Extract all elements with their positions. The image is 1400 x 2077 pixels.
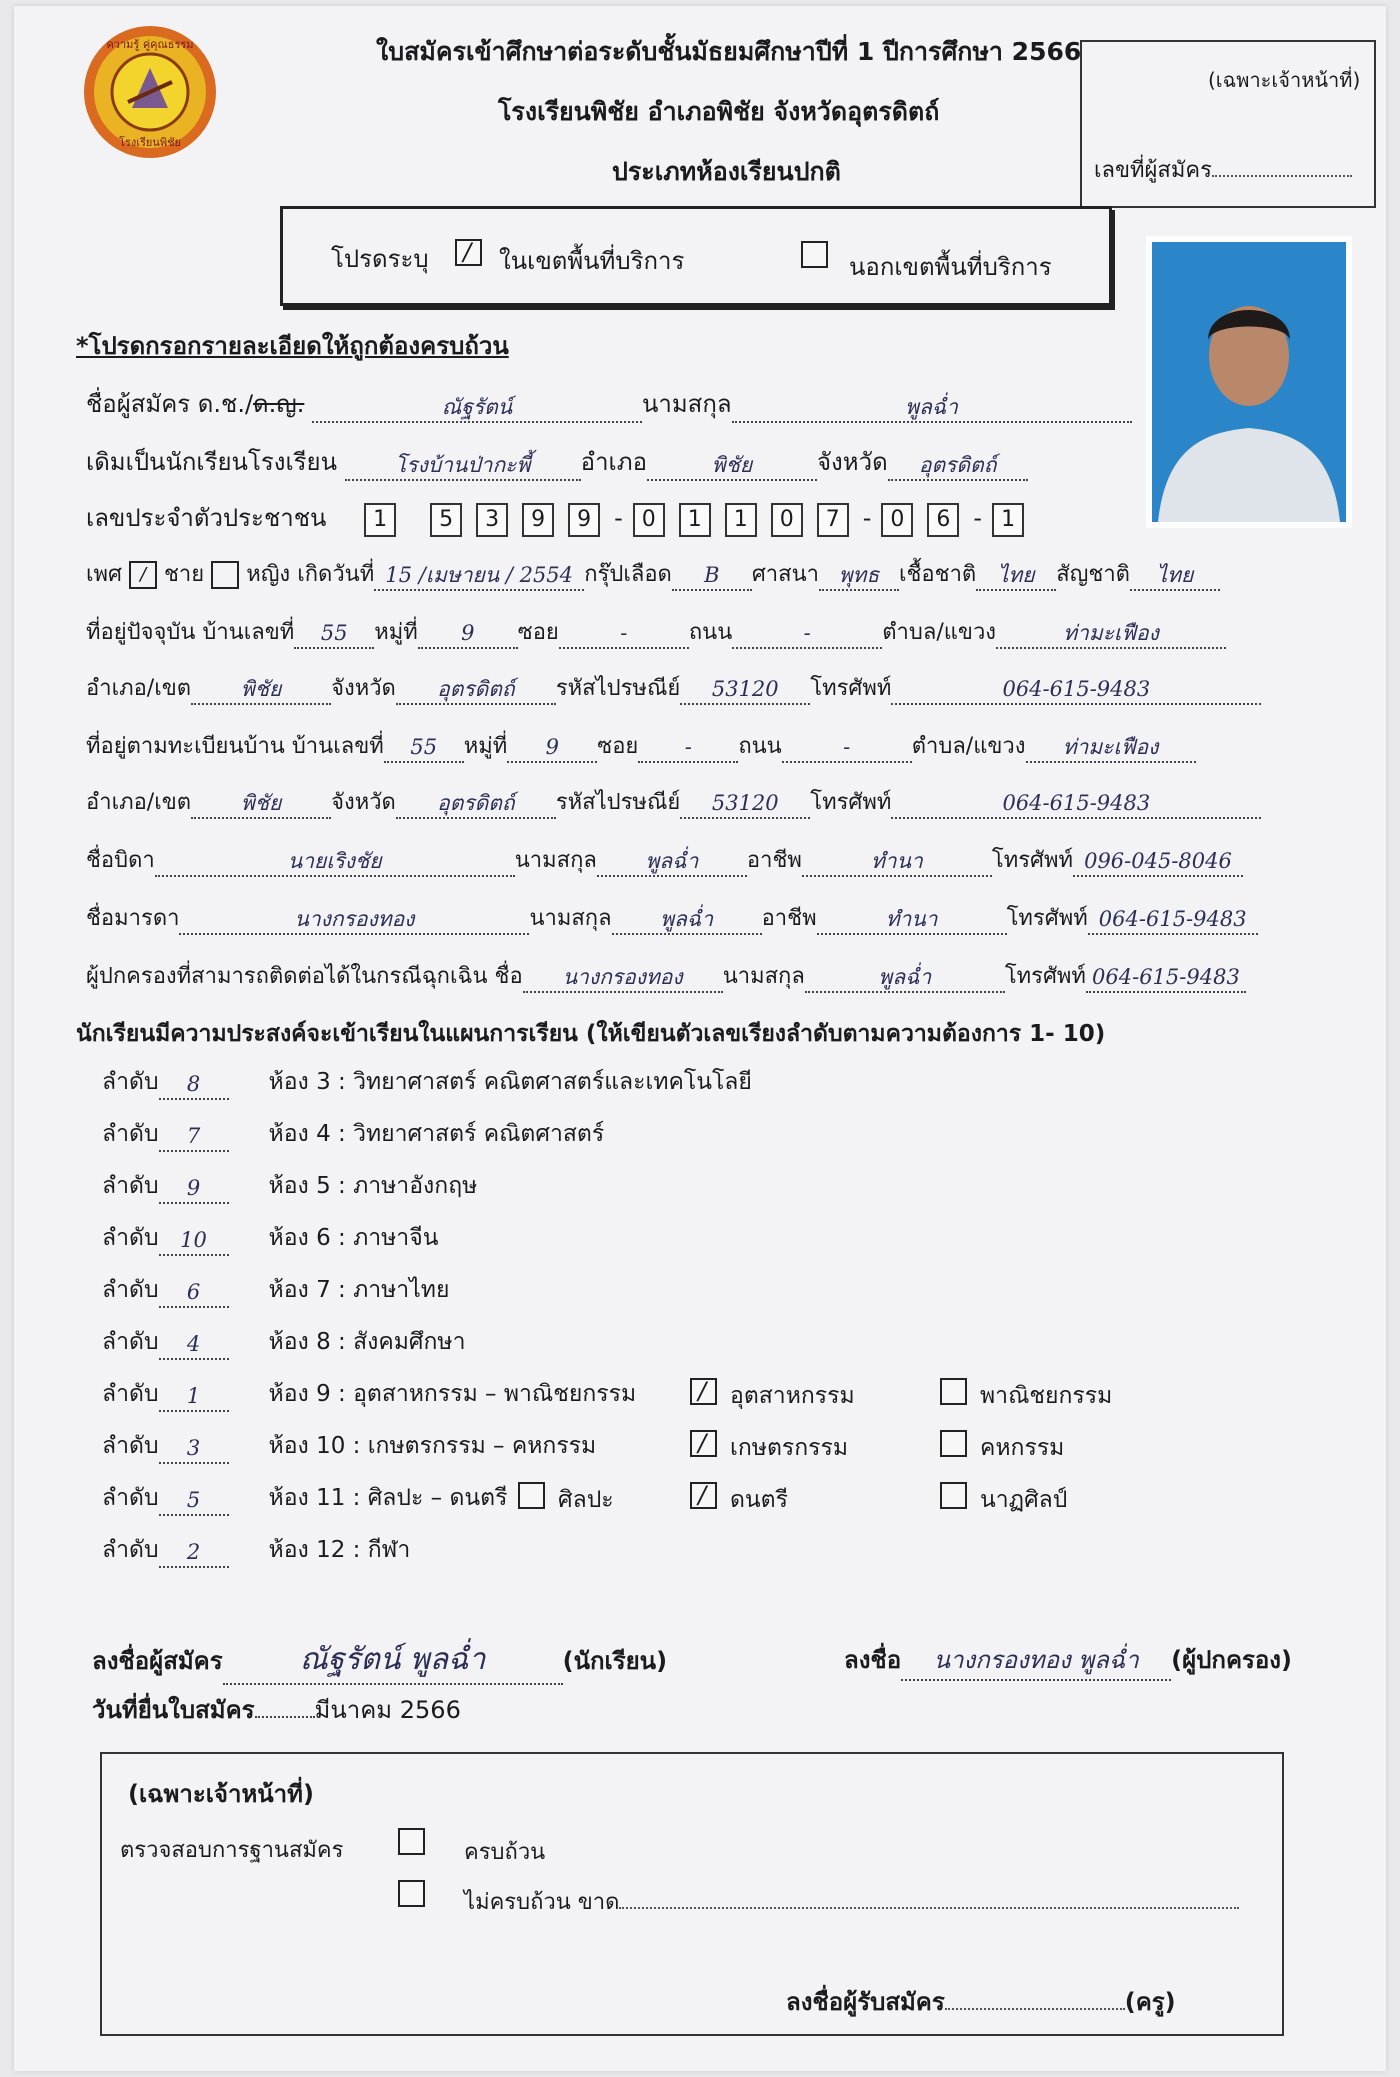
plan-row: ลำดับ 9 ห้อง 5 : ภาษาอังกฤษ <box>102 1168 477 1204</box>
applicant-row: ชื่อผู้สมัคร ด.ช./ด.ญ. ณัฐรัตน์ นามสกุล พูลฉ่ำ <box>86 384 1132 423</box>
id-separator: - <box>973 504 983 532</box>
plan-room: ห้อง 8 : สังคมศึกษา <box>268 1329 466 1355</box>
plans-heading: นักเรียนมีความประสงค์จะเข้าเรียนในแผนการเรียน (ให้เขียนตัวเลขเรียงลำดับตามความต้องการ 1- 10) <box>76 1021 1106 1047</box>
former-school-row: เดิมเป็นนักเรียนโรงเรียน โรงบ้านป่ากะพี้ อำเภอ พิชัย จังหวัด อุตรดิตถ์ <box>86 442 1028 481</box>
reg-soi[interactable]: - <box>638 733 738 763</box>
plan-option-b-checkbox[interactable] <box>940 1430 967 1457</box>
reg-house-no[interactable]: 55 <box>384 733 464 763</box>
id-digit-box[interactable]: 1 <box>725 503 757 537</box>
area-prompt: โปรดระบุ <box>331 245 429 273</box>
blood-type[interactable]: B <box>672 561 752 591</box>
form-title: ใบสมัครเข้าศึกษาต่อระดับชั้นมัธยมศึกษาปีที่ 1 ปีการศึกษา 2566 <box>376 37 1082 66</box>
id-digit-box[interactable]: 1 <box>992 503 1024 537</box>
submit-date-row: วันที่ยื่นใบสมัคร มีนาคม 2566 <box>92 1696 461 1724</box>
plan-option-a-checkbox[interactable] <box>690 1430 717 1457</box>
plan-rank[interactable]: 6 <box>159 1278 229 1308</box>
race[interactable]: ไทย <box>976 561 1056 591</box>
plan-option-b-label: พาณิชยกรรม <box>980 1383 1113 1409</box>
plan-option-a-label: อุตสาหกรรม <box>730 1383 855 1409</box>
area-box <box>280 206 1112 306</box>
current-address-row1: ที่อยู่ปัจจุบัน บ้านเลขที่ 55 หมู่ที่ 9 ซอย - ถนน - ตำบล/แขวง ท่ามะเฟือง <box>86 614 1226 649</box>
plan-room: ห้อง 4 : วิทยาศาสตร์ คณิตศาสตร์ <box>268 1121 605 1147</box>
plan-row: ลำดับ 2 ห้อง 12 : กีฬา <box>102 1532 410 1568</box>
mother-occupation[interactable]: ทำนา <box>817 905 1007 935</box>
plan-row: ลำดับ 10 ห้อง 6 : ภาษาจีน <box>102 1220 438 1256</box>
id-digit-box[interactable]: 9 <box>568 503 600 537</box>
guardian-name[interactable]: นางกรองทอง <box>523 963 723 993</box>
id-card-row: เลขประจำตัวประชาชน 1 5 3 9 9 - 0 1 1 0 7 - 0 6 - 1 <box>86 498 1038 537</box>
current-phone[interactable]: 064-615-9483 <box>891 675 1261 705</box>
guardian-phone[interactable]: 064-615-9483 <box>1086 963 1246 993</box>
plan-rank[interactable]: 5 <box>159 1486 229 1516</box>
complete-label: ครบถ้วน <box>464 1840 546 1865</box>
out-zone-label: นอกเขตพื้นที่บริการ <box>849 253 1052 281</box>
plan-room: ห้อง 12 : กีฬา <box>268 1537 411 1563</box>
religion[interactable]: พุทธ <box>819 561 899 591</box>
staff-check-label: ตรวจสอบการฐานสมัคร <box>120 1838 344 1863</box>
current-district[interactable]: พิชัย <box>191 675 331 705</box>
id-digit-box[interactable]: 6 <box>927 503 959 537</box>
plan-row: ลำดับ 8 ห้อง 3 : วิทยาศาสตร์ คณิตศาสตร์และเทคโนโลยี <box>102 1064 752 1100</box>
plan-row: ลำดับ 5 ห้อง 11 : ศิลปะ – ดนตรี <box>102 1480 507 1516</box>
plan-room: ห้อง 6 : ภาษาจีน <box>268 1225 439 1251</box>
id-card-boxes[interactable] <box>364 504 1038 532</box>
reg-subdistrict[interactable]: ท่ามะเฟือง <box>1026 733 1196 763</box>
former-province[interactable]: อุตรดิตถ์ <box>888 451 1028 481</box>
registered-address-row2: อำเภอ/เขต พิชัย จังหวัด อุตรดิตถ์ รหัสไปรษณีย์ 53120 โทรศัพท์ 064-615-9483 <box>86 784 1261 819</box>
plan-row: ลำดับ 4 ห้อง 8 : สังคมศึกษา <box>102 1324 465 1360</box>
plan-rank[interactable]: 3 <box>159 1434 229 1464</box>
reg-province[interactable]: อุตรดิตถ์ <box>396 789 556 819</box>
applicant-no-label: เลขที่ผู้สมัคร <box>1094 152 1352 187</box>
plan-rank[interactable]: 8 <box>159 1070 229 1100</box>
id-digit-box[interactable]: 0 <box>633 503 665 537</box>
plan-row: ลำดับ 6 ห้อง 7 : ภาษาไทย <box>102 1272 449 1308</box>
id-digit-box[interactable]: 5 <box>430 503 462 537</box>
application-form <box>14 6 1386 2071</box>
current-road[interactable]: - <box>732 619 882 649</box>
seal-top-text: ความรู้ คู่คุณธรรม <box>106 38 194 51</box>
room-type: ประเภทห้องเรียนปกติ <box>612 157 841 186</box>
plan-room: ห้อง 3 : วิทยาศาสตร์ คณิตศาสตร์และเทคโนโลยี <box>268 1069 752 1095</box>
female-checkbox[interactable] <box>211 561 239 589</box>
applicant-signature[interactable]: ณัฐรัตน์ พูลฉ่ำ <box>223 1636 563 1685</box>
plan-rank[interactable]: 1 <box>159 1382 229 1412</box>
plan-option-b-checkbox[interactable] <box>940 1378 967 1405</box>
plan-option-a-checkbox[interactable] <box>690 1482 717 1509</box>
mother-row: ชื่อมารดา นางกรองทอง นามสกุล พูลฉ่ำ อาชีพ ทำนา โทรศัพท์ 064-615-9483 <box>86 900 1258 935</box>
current-soi[interactable]: - <box>559 619 689 649</box>
in-zone-label: ในเขตพื้นที่บริการ <box>499 247 685 275</box>
id-separator: - <box>862 504 872 532</box>
father-phone[interactable]: 096-045-8046 <box>1073 847 1243 877</box>
plan-rank[interactable]: 4 <box>159 1330 229 1360</box>
guardian-signature[interactable]: นางกรองทอง พูลฉ่ำ <box>901 1640 1171 1681</box>
plan-row: ลำดับ 1 ห้อง 9 : อุตสาหกรรม – พาณิชยกรรม <box>102 1376 636 1412</box>
id-digit-box[interactable]: 1 <box>679 503 711 537</box>
plan-option-art-checkbox[interactable] <box>518 1482 545 1509</box>
out-zone-checkbox[interactable] <box>801 241 828 268</box>
current-moo[interactable]: 9 <box>418 619 518 649</box>
former-school[interactable]: โรงบ้านป่ากะพี้ <box>345 451 581 481</box>
plan-rank[interactable]: 9 <box>159 1174 229 1204</box>
father-name[interactable]: นายเริงชัย <box>155 847 515 877</box>
plan-row: ลำดับ 7 ห้อง 4 : วิทยาศาสตร์ คณิตศาสตร์ <box>102 1116 604 1152</box>
mother-name[interactable]: นางกรองทอง <box>179 905 529 935</box>
nationality[interactable]: ไทย <box>1130 561 1220 591</box>
father-occupation[interactable]: ทำนา <box>802 847 992 877</box>
guardian-row: ผู้ปกครองที่สามารถติดต่อได้ในกรณีฉุกเฉิน ชื่อ นางกรองทอง นามสกุล พูลฉ่ำ โทรศัพท์ 064-615-9483 <box>86 958 1246 993</box>
office-box-title: (เฉพาะเจ้าหน้าที่) <box>1208 68 1361 92</box>
school-name: โรงเรียนพิชัย อำเภอพิชัย จังหวัดอุตรดิตถ์ <box>498 97 940 126</box>
former-district[interactable]: พิชัย <box>647 451 817 481</box>
staff-box <box>100 1752 1284 2036</box>
plan-room: ห้อง 5 : ภาษาอังกฤษ <box>268 1173 478 1199</box>
guardian-surname[interactable]: พูลฉ่ำ <box>805 963 1005 993</box>
mother-surname[interactable]: พูลฉ่ำ <box>612 905 762 935</box>
reg-moo[interactable]: 9 <box>507 733 597 763</box>
registered-address-row1: ที่อยู่ตามทะเบียนบ้าน บ้านเลขที่ 55 หมู่ที่ 9 ซอย - ถนน - ตำบล/แขวง ท่ามะเฟือง <box>86 728 1196 763</box>
in-zone-checkbox[interactable] <box>455 239 482 266</box>
id-separator: - <box>614 504 623 532</box>
plan-option-a-label: เกษตรกรรม <box>730 1435 849 1461</box>
current-postcode[interactable]: 53120 <box>680 675 810 705</box>
plan-room: ห้อง 7 : ภาษาไทย <box>268 1277 450 1303</box>
complete-checkbox[interactable] <box>398 1828 425 1855</box>
reg-district[interactable]: พิชัย <box>191 789 331 819</box>
id-digit-box[interactable]: 0 <box>881 503 913 537</box>
current-house-no[interactable]: 55 <box>294 619 374 649</box>
plan-option-b-label: คหกรรม <box>980 1435 1065 1461</box>
current-subdistrict[interactable]: ท่ามะเฟือง <box>996 619 1226 649</box>
male-checkbox[interactable]: / <box>129 561 157 589</box>
mother-phone[interactable]: 064-615-9483 <box>1088 905 1258 935</box>
applicant-signature-row: ลงชื่อผู้สมัคร ณัฐรัตน์ พูลฉ่ำ (นักเรียน) <box>92 1636 667 1685</box>
id-digit-box[interactable]: 0 <box>771 503 803 537</box>
applicant-surname[interactable]: พูลฉ่ำ <box>732 393 1132 423</box>
applicant-name[interactable]: ณัฐรัตน์ <box>312 393 642 423</box>
plan-option-b-label: นาฏศิลป์ <box>980 1487 1068 1513</box>
receiver-row: ลงชื่อผู้รับสมัคร (ครู) <box>786 1988 1176 2016</box>
staff-title: (เฉพาะเจ้าหน้าที่) <box>128 1780 314 1808</box>
seal-bottom-text: โรงเรียนพิชัย <box>119 136 181 149</box>
reg-phone[interactable]: 064-615-9483 <box>891 789 1261 819</box>
plan-option-b-checkbox[interactable] <box>940 1482 967 1509</box>
school-seal-icon <box>80 22 220 162</box>
id-digit-box[interactable]: 9 <box>522 503 554 537</box>
plan-room: ห้อง 9 : อุตสาหกรรม – พาณิชยกรรม <box>268 1381 637 1407</box>
plan-rank[interactable]: 2 <box>159 1538 229 1568</box>
plan-row: ลำดับ 3 ห้อง 10 : เกษตรกรรม – คหกรรม <box>102 1428 596 1464</box>
submit-date[interactable]: มีนาคม 2566 <box>314 1696 461 1724</box>
student-photo <box>1146 236 1352 528</box>
plan-room: ห้อง 10 : เกษตรกรรม – คหกรรม <box>268 1433 597 1459</box>
father-surname[interactable]: พูลฉ่ำ <box>597 847 747 877</box>
incomplete-checkbox[interactable] <box>398 1880 425 1907</box>
office-box <box>1080 40 1376 208</box>
id-digit-box[interactable]: 3 <box>476 503 508 537</box>
father-row: ชื่อบิดา นายเริงชัย นามสกุล พูลฉ่ำ อาชีพ ทำนา โทรศัพท์ 096-045-8046 <box>86 842 1243 877</box>
plan-rank[interactable]: 7 <box>159 1122 229 1152</box>
plan-option-a-checkbox[interactable] <box>690 1378 717 1405</box>
instruction: *โปรดกรอกรายละเอียดให้ถูกต้องครบถ้วน <box>76 332 509 360</box>
incomplete-row: ไม่ครบถ้วน ขาด <box>464 1884 1239 1919</box>
reg-postcode[interactable]: 53120 <box>680 789 810 819</box>
personal-row: เพศ / ชาย หญิง เกิดวันที่ 15 /เมษายน / 2554 กรุ๊ปเลือด B ศาสนา พุทธ เชื้อชาติ ไทย สัญชาติ ไทย <box>86 556 1220 591</box>
plan-room: ห้อง 11 : ศิลปะ – ดนตรี <box>268 1485 508 1511</box>
id-digit-box[interactable]: 1 <box>364 503 396 537</box>
reg-road[interactable]: - <box>782 733 912 763</box>
plan-option-a-label: ดนตรี <box>730 1487 788 1513</box>
id-digit-box[interactable]: 7 <box>817 503 849 537</box>
plan-rank[interactable]: 10 <box>159 1226 229 1256</box>
current-address-row2: อำเภอ/เขต พิชัย จังหวัด อุตรดิตถ์ รหัสไปรษณีย์ 53120 โทรศัพท์ 064-615-9483 <box>86 670 1261 705</box>
guardian-signature-row: ลงชื่อ นางกรองทอง พูลฉ่ำ (ผู้ปกครอง) <box>844 1640 1292 1681</box>
dob[interactable]: 15 /เมษายน / 2554 <box>374 561 584 591</box>
current-province[interactable]: อุตรดิตถ์ <box>396 675 556 705</box>
plan-option-art-label: ศิลปะ <box>558 1487 614 1513</box>
